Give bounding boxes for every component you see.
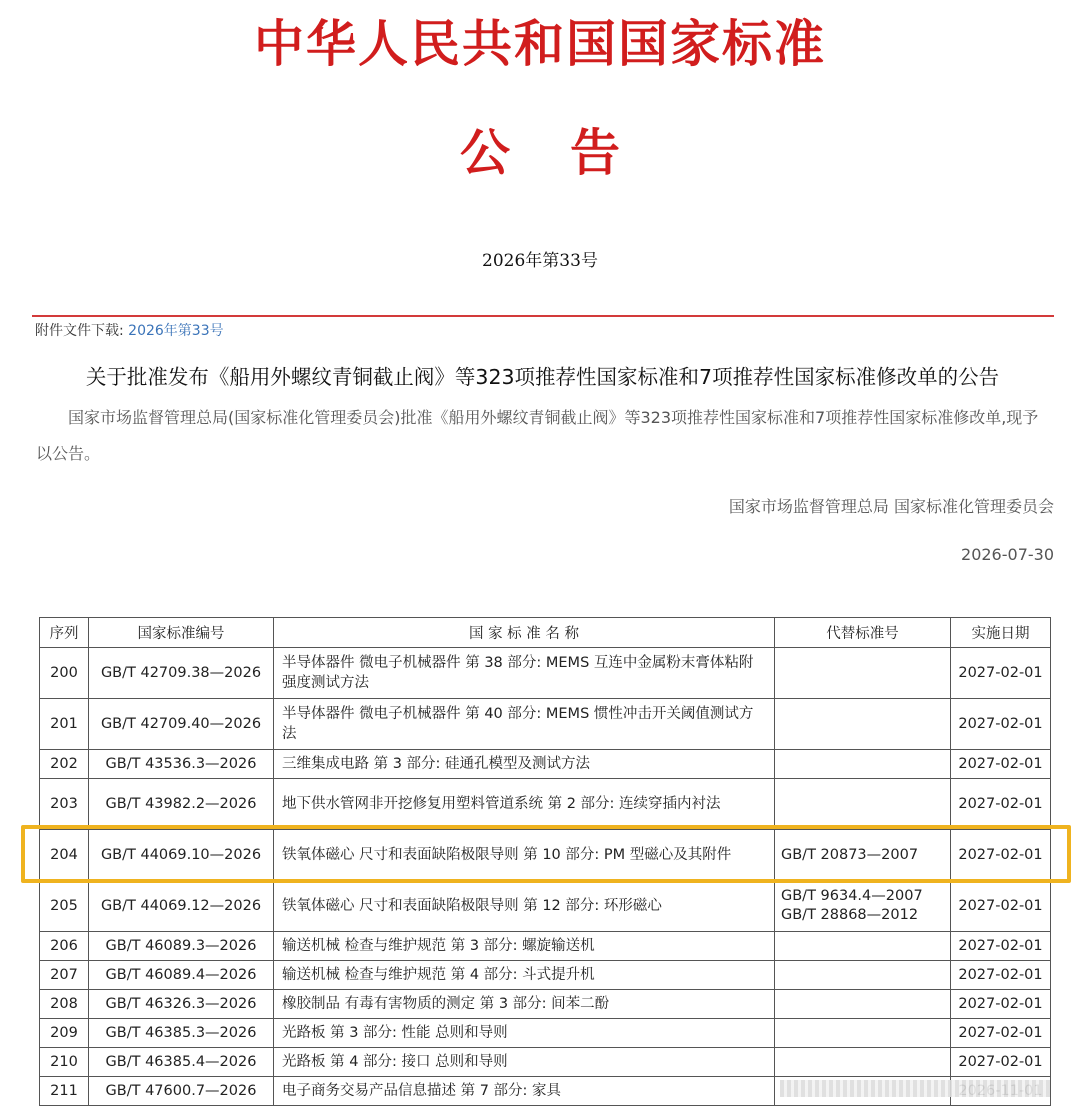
cell-name: 半导体器件 微电子机械器件 第 40 部分: MEMS 惯性冲击开关阈值测试方法 xyxy=(274,699,775,750)
cell-replaces xyxy=(775,750,951,779)
cell-code: GB/T 42709.38—2026 xyxy=(89,648,274,699)
table-row xyxy=(40,1019,1051,1048)
cell-code: GB/T 43536.3—2026 xyxy=(89,750,274,779)
cell-name: 半导体器件 微电子机械器件 第 38 部分: MEMS 互连中金属粉末膏体粘附强度测试方法 xyxy=(274,648,775,699)
cell-code: GB/T 46385.4—2026 xyxy=(89,1048,274,1077)
cell-name: 铁氧体磁心 尺寸和表面缺陷极限导则 第 12 部分: 环形磁心 xyxy=(274,881,775,932)
cell-replaces xyxy=(775,699,951,750)
cell-replaces xyxy=(775,1048,951,1077)
cell-replaces xyxy=(775,932,951,961)
attachment-label: 附件文件下载: xyxy=(35,323,124,339)
cell-date: 2027-02-01 xyxy=(951,990,1051,1019)
table-row xyxy=(40,881,1051,932)
cell-seq: 204 xyxy=(40,830,89,881)
highlight-annotation-box xyxy=(21,825,1071,883)
cell-date: 2027-02-01 xyxy=(951,750,1051,779)
notice-body: 国家市场监督管理总局(国家标准化管理委员会)批准《船用外螺纹青铜截止阀》等323项推荐性国家标准和7项推荐性国家标准修改单,现予以公告。 xyxy=(36,408,1039,463)
cell-code: GB/T 46326.3—2026 xyxy=(89,990,274,1019)
cell-seq: 203 xyxy=(40,779,89,830)
header-date: 实施日期 xyxy=(951,618,1051,648)
cell-code: GB/T 44069.12—2026 xyxy=(89,881,274,932)
cell-seq: 209 xyxy=(40,1019,89,1048)
cell-date: 2027-02-01 xyxy=(951,779,1051,830)
cell-code: GB/T 46089.3—2026 xyxy=(89,932,274,961)
cell-code: GB/T 44069.10—2026 xyxy=(89,830,274,881)
cell-date: 2027-02-01 xyxy=(951,699,1051,750)
document-number: 2026年第33号 xyxy=(482,251,598,271)
cell-code: GB/T 46089.4—2026 xyxy=(89,961,274,990)
cell-date: 2027-02-01 xyxy=(951,961,1051,990)
cell-code: GB/T 46385.3—2026 xyxy=(89,1019,274,1048)
cell-name: 铁氧体磁心 尺寸和表面缺陷极限导则 第 10 部分: PM 型磁心及其附件 xyxy=(274,830,775,881)
cell-date: 2027-02-01 xyxy=(951,648,1051,699)
cell-replaces: GB/T 20873—2007 xyxy=(775,830,951,881)
cell-code: GB/T 42709.40—2026 xyxy=(89,699,274,750)
cell-name: 三维集成电路 第 3 部分: 硅通孔模型及测试方法 xyxy=(274,750,775,779)
cell-name: 橡胶制品 有毒有害物质的测定 第 3 部分: 间苯二酚 xyxy=(274,990,775,1019)
cell-replaces xyxy=(775,961,951,990)
cell-replaces xyxy=(775,1019,951,1048)
cell-seq: 202 xyxy=(40,750,89,779)
header-replaces: 代替标准号 xyxy=(775,618,951,648)
table-row xyxy=(40,699,1051,750)
watermark xyxy=(780,1080,1050,1097)
table-row xyxy=(40,779,1051,830)
header-seq: 序列 xyxy=(40,618,89,648)
notice-signature: 国家市场监督管理总局 国家标准化管理委员会 xyxy=(728,497,1054,516)
cell-date: 2027-02-01 xyxy=(951,881,1051,932)
notice-title: 关于批准发布《船用外螺纹青铜截止阀》等323项推荐性国家标准和7项推荐性国家标准修改单的公告 xyxy=(85,365,1000,389)
table-row xyxy=(40,932,1051,961)
header-name: 国 家 标 准 名 称 xyxy=(274,618,775,648)
cell-date: 2027-02-01 xyxy=(951,1048,1051,1077)
red-divider xyxy=(32,315,1054,317)
cell-seq: 207 xyxy=(40,961,89,990)
cell-seq: 211 xyxy=(40,1077,89,1106)
issuer-title: 中华人民共和国国家标准 xyxy=(254,14,826,73)
attachment-line xyxy=(35,320,224,340)
cell-replaces xyxy=(775,648,951,699)
cell-replaces xyxy=(775,990,951,1019)
table-row xyxy=(40,961,1051,990)
cell-date: 2027-02-01 xyxy=(951,932,1051,961)
table-row xyxy=(40,750,1051,779)
attachment-download-link[interactable]: 2026年第33号 xyxy=(128,323,224,339)
table-row xyxy=(40,1048,1051,1077)
cell-name: 输送机械 检查与维护规范 第 4 部分: 斗式提升机 xyxy=(274,961,775,990)
cell-code: GB/T 43982.2—2026 xyxy=(89,779,274,830)
cell-seq: 200 xyxy=(40,648,89,699)
cell-date: 2027-02-01 xyxy=(951,830,1051,881)
cell-name: 光路板 第 4 部分: 接口 总则和导则 xyxy=(274,1048,775,1077)
notice-date: 2026-07-30 xyxy=(961,545,1054,564)
cell-date: 2027-02-01 xyxy=(951,1019,1051,1048)
cell-seq: 210 xyxy=(40,1048,89,1077)
cell-name: 光路板 第 3 部分: 性能 总则和导则 xyxy=(274,1019,775,1048)
cell-seq: 206 xyxy=(40,932,89,961)
cell-seq: 208 xyxy=(40,990,89,1019)
document-type-title: 公告 xyxy=(460,123,680,182)
cell-replaces: GB/T 9634.4—2007 GB/T 28868—2012 xyxy=(775,881,951,932)
cell-name: 地下供水管网非开挖修复用塑料管道系统 第 2 部分: 连续穿插内衬法 xyxy=(274,779,775,830)
header-code: 国家标准编号 xyxy=(89,618,274,648)
cell-code: GB/T 47600.7—2026 xyxy=(89,1077,274,1106)
table-row xyxy=(40,648,1051,699)
cell-replaces xyxy=(775,779,951,830)
cell-name: 电子商务交易产品信息描述 第 7 部分: 家具 xyxy=(274,1077,775,1106)
cell-name: 输送机械 检查与维护规范 第 3 部分: 螺旋输送机 xyxy=(274,932,775,961)
table-header-row xyxy=(40,618,1051,648)
table-row xyxy=(40,990,1051,1019)
cell-seq: 205 xyxy=(40,881,89,932)
cell-seq: 201 xyxy=(40,699,89,750)
